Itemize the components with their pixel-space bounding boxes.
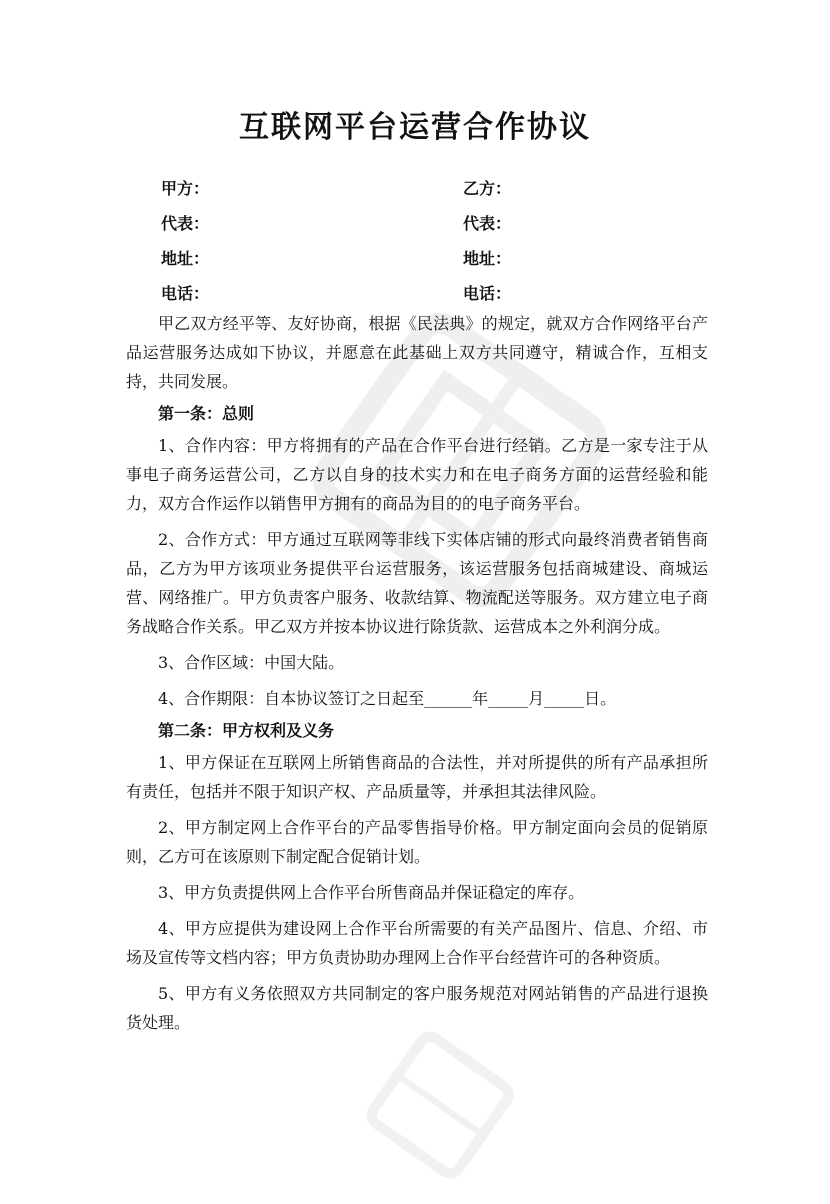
article-1-item-3: 3、合作区域：中国大陆。 [158,653,345,672]
party-a-address-label: 地址： [161,249,210,268]
article-1-item-1: 1、合作内容：甲方将拥有的产品在合作平台进行经销。乙方是一家专注于从事电子商务运营公司，乙方以自身的技术实力和在电子商务方面的运营经验和能力，双方合作运作以销售甲方拥有的商品为目的的电子商务平台。 [126,436,708,513]
article-2-heading: 第二条：甲方权利及义务 [158,721,335,740]
article-1-item-4: 4、合作期限：自本协议签订之日起至______年_____月_____日。 [158,689,617,708]
article-2-item-1: 1、甲方保证在互联网上所销售商品的合法性，并对所提供的所有产品承担所有责任，包括并不限于知识产权、产品质量等，并承担其法律风险。 [126,753,708,801]
party-b-label: 乙方： [463,179,512,198]
party-b-phone-label: 电话： [463,284,512,303]
document-title: 互联网平台运营合作协议 [239,110,591,145]
article-2-item-2: 2、甲方制定网上合作平台的产品零售指导价格。甲方制定面向会员的促销原则，乙方可在该原则下制定配合促销计划。 [126,818,708,866]
party-b-representative-label: 代表： [463,214,512,233]
party-a-phone-label: 电话： [161,284,210,303]
party-a-label: 甲方： [161,179,210,198]
preamble-paragraph: 甲乙双方经平等、友好协商，根据《民法典》的规定，就双方合作网络平台产品运营服务达成如下协议，并愿意在此基础上双方共同遵守，精诚合作，互相支持，共同发展。 [126,314,708,391]
article-1-heading: 第一条：总则 [158,404,255,423]
article-2-item-4: 4、甲方应提供为建设网上合作平台所需要的有关产品图片、信息、介绍、市场及宣传等文档内容；甲方负责协助办理网上合作平台经营许可的各种资质。 [126,919,708,967]
article-2-item-3: 3、甲方负责提供网上合作平台所售商品并保证稳定的库存。 [158,883,585,902]
article-2-item-5: 5、甲方有义务依照双方共同制定的客户服务规范对网站销售的产品进行退换货处理。 [126,984,708,1032]
agreement-body [126,309,708,1044]
party-a-representative-label: 代表： [161,214,210,233]
party-b-address-label: 地址： [463,249,512,268]
article-1-item-2: 2、合作方式：甲方通过互联网等非线下实体店铺的形式向最终消费者销售商品，乙方为甲方该项业务提供平台运营服务，该运营服务包括商城建设、商城运营、网络推广。甲方负责客户服务、收款结算、物流配送等服务。双方建立电子商务战略合作关系。甲乙双方并按本协议进行除货款、运营成本之外利润分成。 [126,530,708,636]
